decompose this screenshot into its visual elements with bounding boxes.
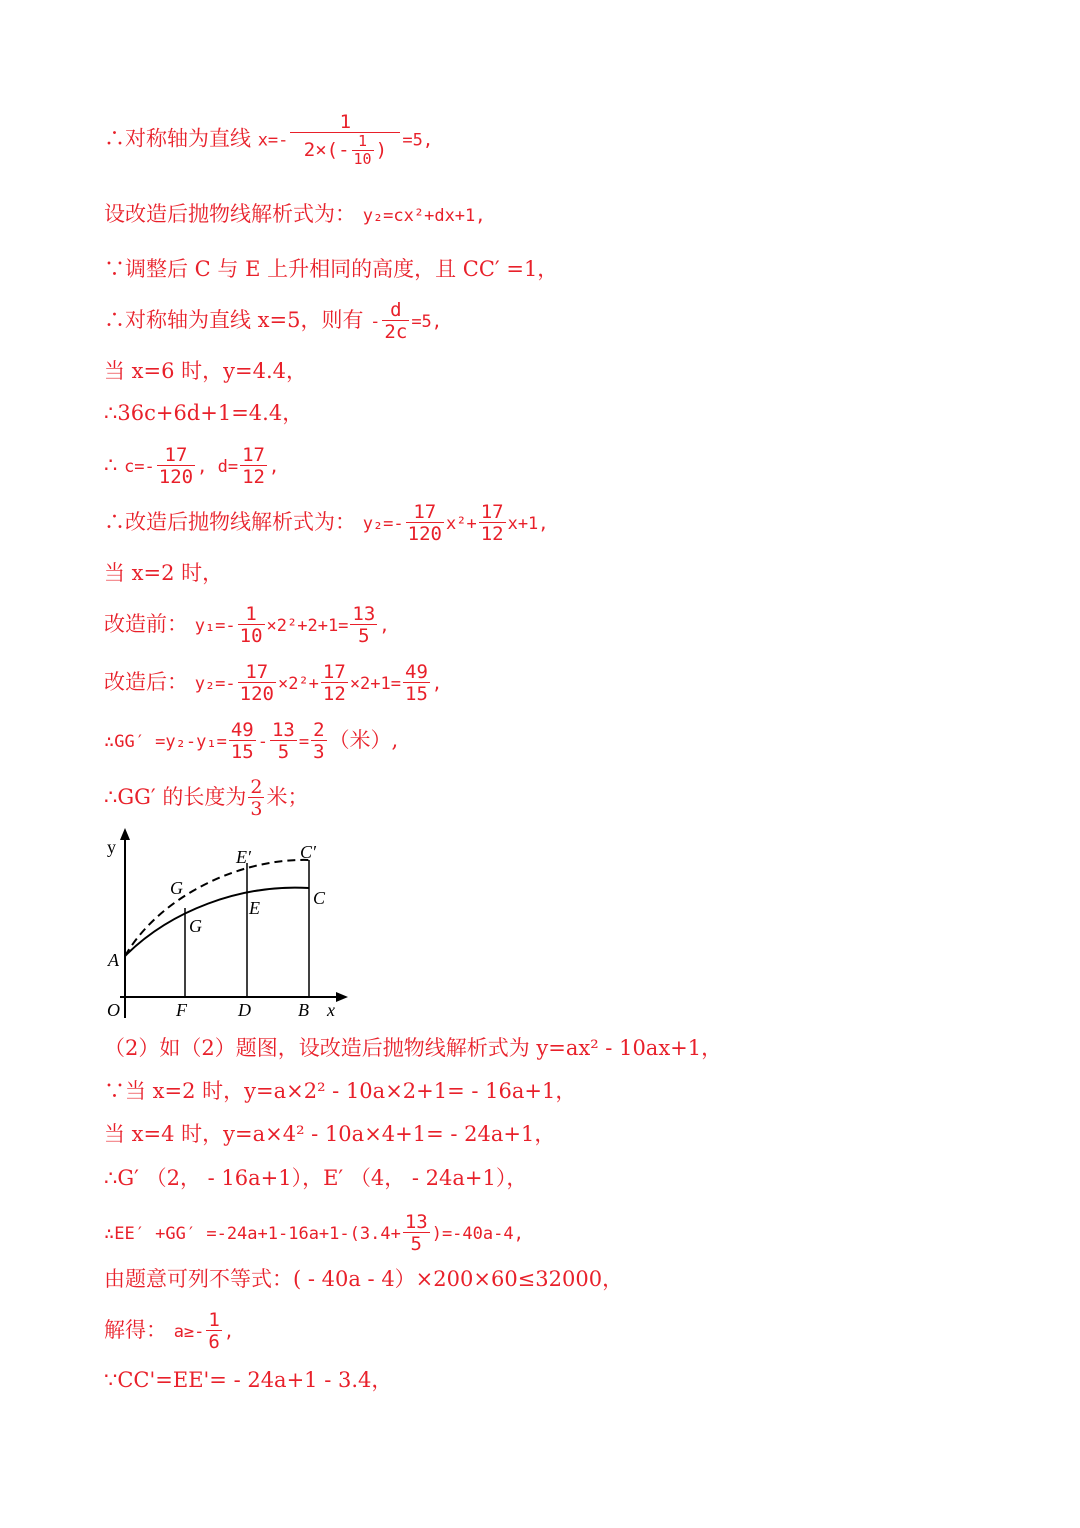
solution-line: 当 x=4 时，y=a×4² - 10a×4+1= - 24a+1， — [104, 1122, 556, 1146]
solution-line: ∴36c+6d+1=4.4， — [104, 401, 304, 425]
solution-line: 改造后： y₂=- $\frac{17}{120}$ ×2²+ $\frac{17}{12}$ ×2+1= $\frac{49}{15}$ , — [104, 661, 443, 705]
fraction: $\frac{2}{3}$ — [313, 719, 325, 763]
solution-line: （2）如（2）题图，设改造后抛物线解析式为 y=ax² - 10ax+1， — [104, 1036, 723, 1060]
solution-line: 改造前： y₁=- $\frac{1}{10}$ ×2²+2+1= $\frac{13}{5}$ , — [104, 603, 390, 647]
solution-line: ∴对称轴为直线 x=5，则有 - $\frac{d}{2c}$ =5, — [104, 299, 443, 343]
fraction: $\frac{13}{5}$ — [352, 603, 376, 647]
fraction: $\frac{2}{3}$ — [250, 776, 263, 820]
fraction: $\frac{d}{2c}$ — [384, 299, 408, 343]
solution-line: 设改造后抛物线解析式为： y₂=cx²+dx+1, — [104, 202, 486, 226]
label-o: O — [107, 1000, 120, 1020]
label-f: F — [176, 1000, 187, 1020]
solution-line: ∴GG′ =y₂-y₁= $\frac{49}{15}$ - $\frac{13}{5}$ = $\frac{2}{3}$ （米）, — [104, 719, 399, 763]
fraction: $\frac{1}{10}$ — [239, 603, 263, 647]
fraction: $\frac{17}{120}$ — [407, 501, 442, 545]
fraction: $\frac{49}{15}$ — [230, 719, 254, 763]
label-e: E — [249, 898, 260, 918]
fraction: $\frac{49}{15}$ — [405, 661, 428, 705]
solution-line: ∵CC'=EE'= - 24a+1 - 3.4， — [104, 1368, 393, 1392]
fraction: $\frac{17}{120}$ — [239, 661, 274, 705]
label-a: A — [108, 950, 119, 970]
label-x: x — [327, 1000, 335, 1020]
solution-line: ∴改造后抛物线解析式为： y₂=- $\frac{17}{120}$ x²+ $\frac{17}{12}$ x+1, — [104, 501, 549, 545]
fraction: $\frac{1}{6}$ — [208, 1309, 220, 1353]
fraction: $\frac{17}{12}$ — [322, 661, 346, 705]
label-d: D — [238, 1000, 251, 1020]
solution-line: 由题意可列不等式：( - 40a - 4）×200×60≤32000， — [104, 1267, 624, 1291]
solution-line: ∴G′ （2， - 16a+1），E′ （4， - 24a+1）， — [104, 1166, 528, 1190]
fraction: $\frac{17}{120}$ — [158, 444, 194, 488]
solution-line: ∴GG′ 的长度为 $\frac{2}{3}$ 米； — [104, 776, 309, 820]
solution-line: ∴对称轴为直线 x=- 1 2×(- $\frac{1}{10}$ ) =5, — [104, 111, 434, 168]
solution-line: ∵当 x=2 时，y=a×2² - 10a×2+1= - 16a+1， — [104, 1079, 577, 1103]
label-y: y — [107, 837, 116, 857]
label-g-prime: G — [170, 878, 183, 898]
fraction: 1 2×(- $\frac{1}{10}$ ) — [290, 112, 400, 168]
solution-line: 解得： a≥- $\frac{1}{6}$ , — [104, 1309, 235, 1353]
parabola-figure — [100, 826, 360, 1026]
fraction: $\frac{13}{5}$ — [404, 1211, 428, 1255]
label-g: G — [189, 916, 202, 936]
fraction: $\frac{17}{12}$ — [242, 444, 265, 488]
modified-parabola — [125, 860, 309, 956]
fraction: $\frac{13}{5}$ — [271, 719, 295, 763]
label-e-prime: E′ — [236, 847, 251, 867]
solution-line: ∴ c=- $\frac{17}{120}$ , d= $\frac{17}{12}$ , — [104, 444, 280, 488]
label-c-prime: C′ — [300, 842, 316, 862]
fraction: $\frac{17}{12}$ — [480, 501, 504, 545]
solution-line: 当 x=2 时， — [104, 561, 224, 585]
solution-line: ∵调整后 C 与 E 上升相同的高度，且 CC′ =1， — [104, 257, 559, 281]
x-axis-arrow — [336, 992, 348, 1002]
label-b: B — [298, 1000, 309, 1020]
solution-line: 当 x=6 时，y=4.4， — [104, 359, 308, 383]
solution-line: ∴EE′ +GG′ =-24a+1-16a+1-(3.4+ $\frac{13}{5}$ )=-40a-4, — [104, 1211, 524, 1255]
label-c: C — [313, 888, 326, 908]
y-axis-arrow — [120, 828, 130, 840]
